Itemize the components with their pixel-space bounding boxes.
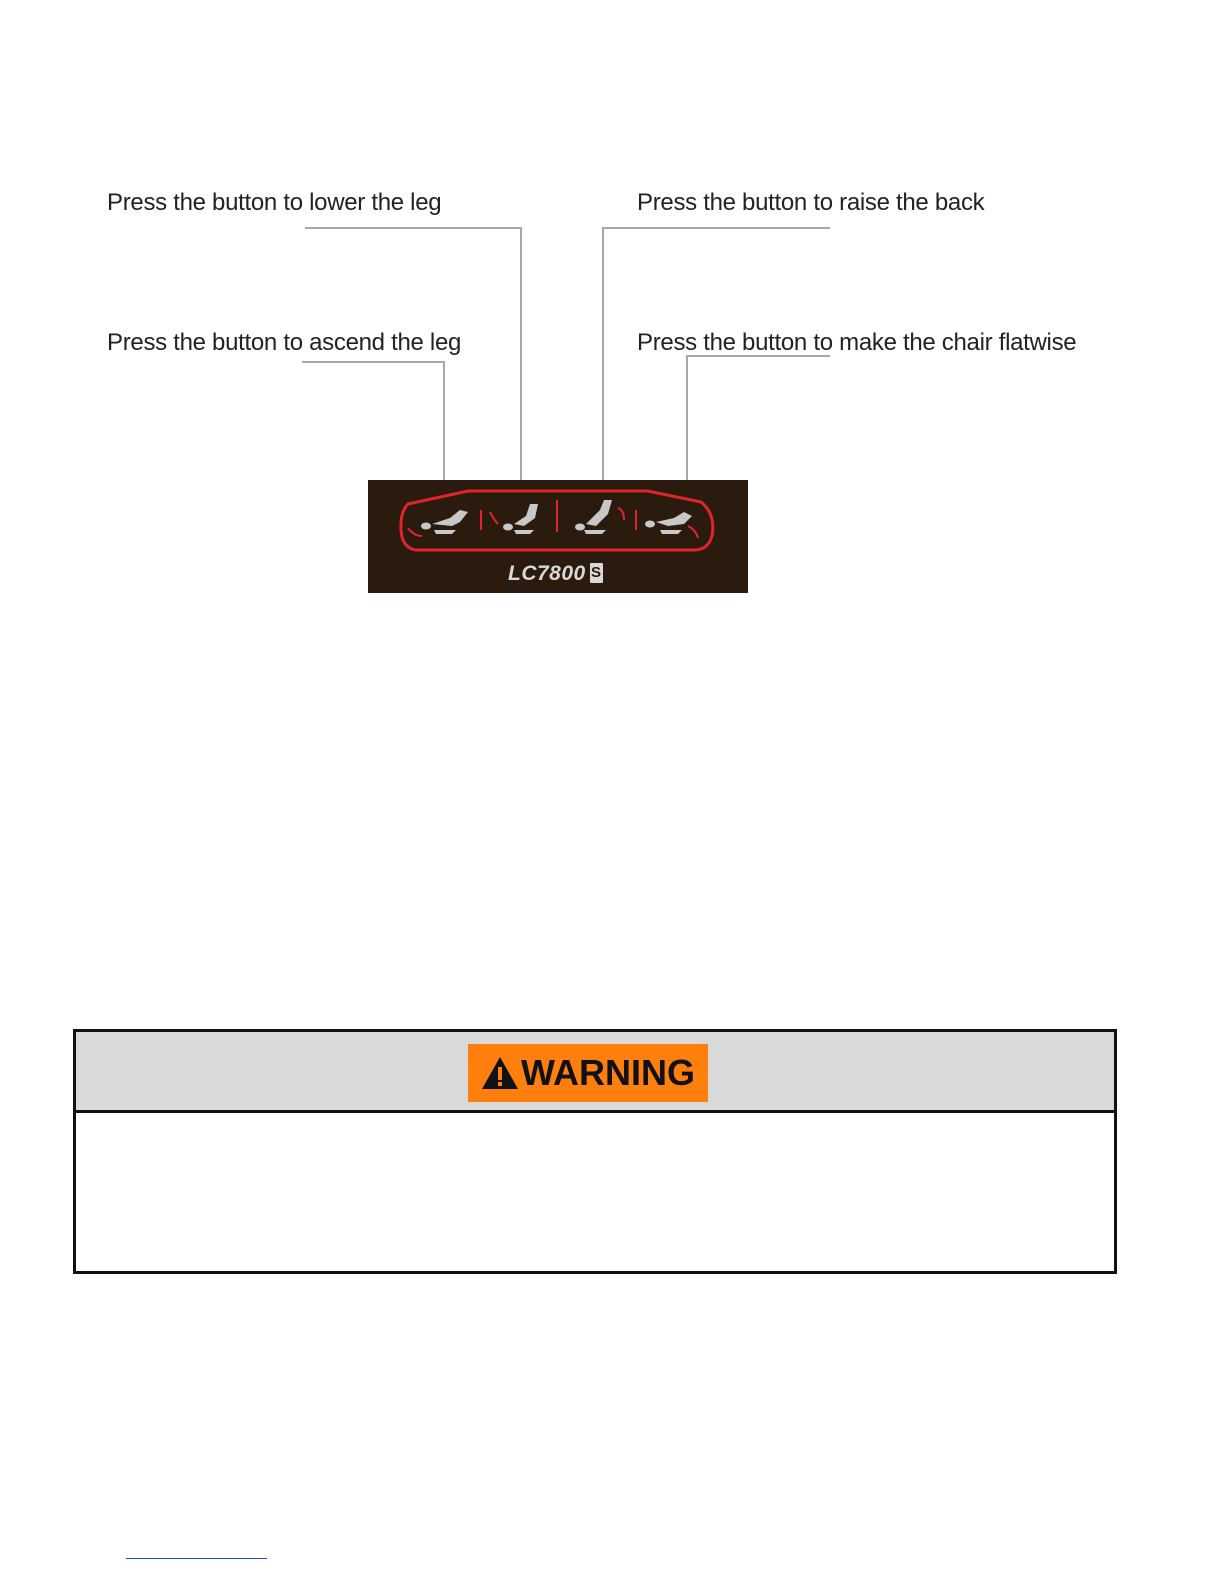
leg-ascend-button[interactable] [404,494,480,550]
callout-flatwise-label: Press the button to make the chair flatwise [637,329,1077,356]
chair-control-panel [368,480,748,593]
leader-line-lower-leg [305,228,521,500]
callout-lower-leg-label: Press the button to lower the leg [107,189,442,216]
leg-lower-button[interactable] [482,494,556,550]
back-raise-button[interactable] [558,494,635,550]
warning-body [76,1113,1114,1271]
flatwise-button[interactable] [637,494,713,550]
footer-link-underline[interactable] [126,1558,267,1559]
model-badge: S [590,564,602,581]
leader-line-raise-back [603,228,830,500]
warning-tag [468,1044,708,1102]
model-label [508,563,603,584]
warning-box [73,1029,1117,1274]
model-name: LC7800 [508,562,586,585]
callout-raise-back-label: Press the button to raise the back [637,189,985,216]
exclamation-triangle-icon [481,1056,519,1090]
leader-line-flatwise [687,356,830,500]
callout-ascend-leg-label: Press the button to ascend the leg [107,329,462,356]
warning-header [76,1032,1114,1113]
warning-text: WARNING [521,1052,695,1093]
